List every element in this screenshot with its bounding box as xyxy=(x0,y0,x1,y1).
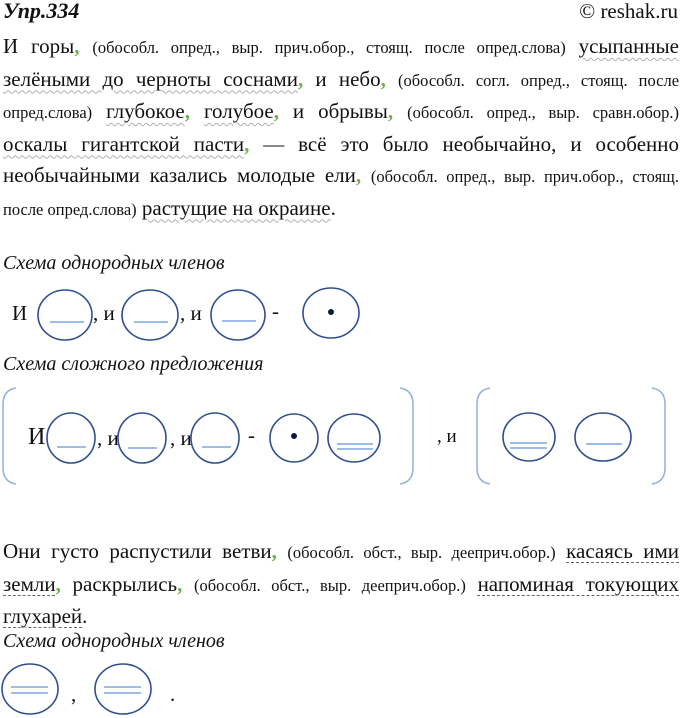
comma-mark: , xyxy=(355,163,362,187)
underlined-phrase: усыпанные зелёными до черноты соснами xyxy=(3,34,679,91)
scheme-lead: И xyxy=(12,301,28,325)
grammar-note: (обособл. опред., выр. прич.обор., стоящ. после опред.слова) xyxy=(92,38,566,57)
circle-subject-icon xyxy=(122,290,178,340)
circle-generalizing-word-icon xyxy=(270,414,318,462)
text: И горы xyxy=(3,34,75,58)
exercise-number: Упр.334 xyxy=(3,0,80,23)
scheme-separator: , и xyxy=(93,301,115,325)
site-watermark: © reshak.ru xyxy=(579,0,678,23)
text: — всё это было необычайно, и особенно необычайными казались молодые ели xyxy=(3,131,680,187)
comma-mark: , xyxy=(74,34,80,58)
circle-subject-icon xyxy=(191,413,239,463)
scheme-3-title: Схема однородных членов xyxy=(3,630,225,652)
comma-mark: , xyxy=(184,99,190,123)
circle-subject-icon xyxy=(211,290,265,340)
scheme-separator: , xyxy=(71,682,77,706)
text: раскрылись xyxy=(72,571,178,596)
grammar-note: (обособл. согл. опред., стоящ. после опред.слова) xyxy=(3,70,680,122)
underlined-phrase: касаясь ими земли xyxy=(3,539,679,596)
left-bracket-1-icon xyxy=(3,388,413,484)
comma-mark: , xyxy=(271,539,277,563)
underlined-phrase: оскалы гигантской пасти xyxy=(3,131,245,156)
scheme-3-diagram xyxy=(0,662,300,718)
circle-subject-icon xyxy=(575,413,631,461)
scheme-lead: И xyxy=(28,424,46,450)
scheme-1-diagram xyxy=(0,285,681,345)
text: Они густо распустили ветви xyxy=(3,539,272,563)
comma-mark: , xyxy=(297,66,304,91)
text: и небо xyxy=(315,66,381,91)
grammar-note: (обособл. опред., выр. сравн.обор.) xyxy=(407,103,679,122)
right-bracket-2-icon xyxy=(477,388,665,484)
scheme-dash: - xyxy=(248,423,255,447)
header xyxy=(0,0,681,26)
grammar-note: (обособл. опред., выр. прич.обор., стоящ. после опред.слова) xyxy=(3,167,680,219)
circle-subject-icon xyxy=(38,290,92,340)
scheme-separator: , и xyxy=(180,301,202,325)
comma-mark: , xyxy=(55,571,61,596)
paragraph-2 xyxy=(3,536,679,633)
scheme-dash: - xyxy=(272,299,279,323)
grammar-note: (обособл. обст., выр. дееприч.обор.) xyxy=(194,575,466,595)
grammar-note: (обособл. обст., выр. дееприч.обор.) xyxy=(287,543,556,562)
comma-mark: , xyxy=(273,99,279,123)
scheme-joiner: , и xyxy=(437,426,457,447)
paragraph-1 xyxy=(3,31,679,225)
comma-mark: , xyxy=(244,131,250,156)
text: и обрывы xyxy=(292,99,388,123)
scheme-1-shapes xyxy=(0,285,681,345)
comma-mark: , xyxy=(177,571,183,596)
circle-subject-icon xyxy=(118,413,166,463)
scheme-2-title: Схема сложного предложения xyxy=(3,353,264,375)
circle-subject-icon xyxy=(47,413,95,463)
circle-predicate-icon xyxy=(328,414,380,462)
circle-generalizing-word-icon xyxy=(303,288,359,338)
scheme-3-shapes xyxy=(0,662,300,718)
circle-predicate-icon xyxy=(95,664,151,714)
text: . xyxy=(330,195,336,220)
scheme-separator: , и xyxy=(97,426,119,450)
scheme-separator: , и xyxy=(170,426,192,450)
underlined-phrase: напоминая токующих глухарей xyxy=(3,571,679,628)
underlined-phrase: глубокое xyxy=(106,99,185,123)
scheme-end: . xyxy=(170,682,176,706)
scheme-2-diagram xyxy=(0,380,681,490)
circle-predicate-icon xyxy=(503,413,555,461)
underlined-phrase: растущие на окраине xyxy=(141,195,331,220)
comma-mark: , xyxy=(387,99,394,123)
scheme-1-title: Схема однородных членов xyxy=(3,252,225,274)
underlined-phrase: голубое xyxy=(203,99,274,123)
scheme-2-shapes xyxy=(0,380,681,490)
circle-predicate-icon xyxy=(2,664,58,714)
text: . xyxy=(82,604,88,628)
comma-mark: , xyxy=(380,66,386,91)
